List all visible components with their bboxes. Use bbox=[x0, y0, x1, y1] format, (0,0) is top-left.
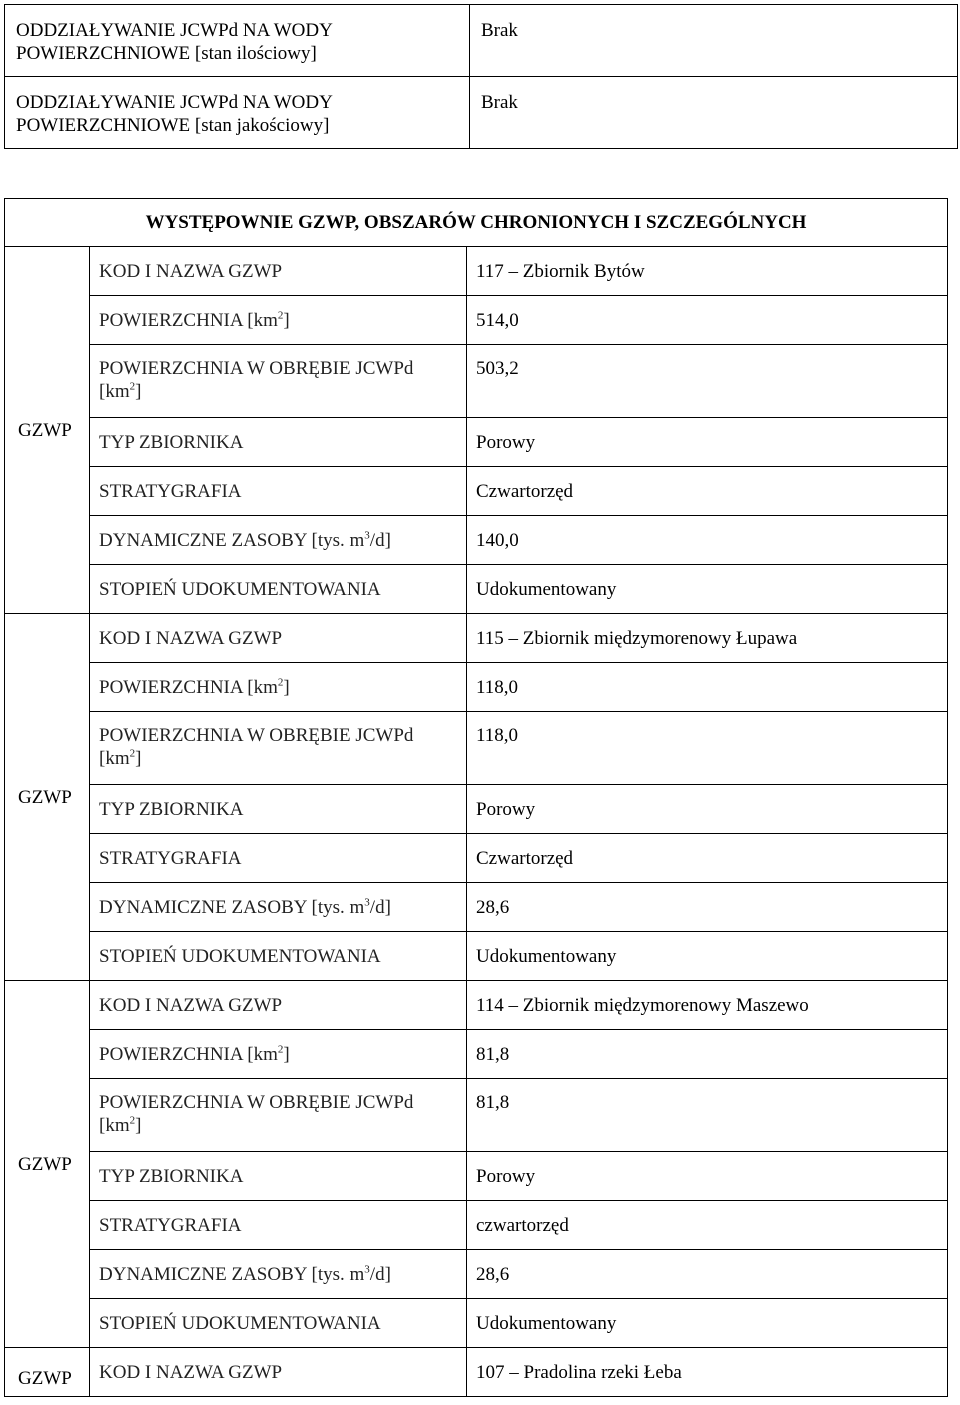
stopien-label: STOPIEŃ UDOKUMENTOWANIA bbox=[90, 1299, 467, 1348]
pow-w-label: POWIERZCHNIA W OBRĘBIE JCWPd $[km^2]$ bbox=[90, 345, 467, 418]
strat-value: Czwartorzęd bbox=[467, 834, 948, 883]
typ-value: Porowy bbox=[467, 785, 948, 834]
impact-row bbox=[5, 77, 958, 149]
kod-label: KOD I NAZWA GZWP bbox=[90, 614, 467, 663]
pow-label: POWIERZCHNIA $[km^2]$ bbox=[90, 1030, 467, 1079]
kod-value: 115 – Zbiornik międzymorenowy Łupawa bbox=[467, 614, 948, 663]
pow-value: 514,0 bbox=[467, 296, 948, 345]
typ-label: TYP ZBIORNIKA bbox=[90, 1152, 467, 1201]
kod-label: KOD I NAZWA GZWP bbox=[90, 981, 467, 1030]
impact-table bbox=[4, 4, 958, 149]
kod-label: KOD I NAZWA GZWP bbox=[90, 1348, 467, 1397]
dyn-label: DYNAMICZNE ZASOBY [tys. $m^3/d$] bbox=[90, 1250, 467, 1299]
stopien-label: STOPIEŃ UDOKUMENTOWANIA bbox=[90, 932, 467, 981]
pow-value: 118,0 bbox=[467, 663, 948, 712]
strat-label: STRATYGRAFIA bbox=[90, 1201, 467, 1250]
impact-row bbox=[5, 5, 958, 77]
strat-label: STRATYGRAFIA bbox=[90, 467, 467, 516]
pow-label: POWIERZCHNIA $[km^2]$ bbox=[90, 296, 467, 345]
pow-label: POWIERZCHNIA $[km^2]$ bbox=[90, 663, 467, 712]
impact-value: Brak bbox=[470, 77, 958, 149]
kod-label: KOD I NAZWA GZWP bbox=[90, 247, 467, 296]
dyn-label: DYNAMICZNE ZASOBY [tys. $m^3/d$] bbox=[90, 516, 467, 565]
stopien-label: STOPIEŃ UDOKUMENTOWANIA bbox=[90, 565, 467, 614]
pow-w-value: 81,8 bbox=[467, 1079, 948, 1152]
strat-value: Czwartorzęd bbox=[467, 467, 948, 516]
dyn-value: 140,0 bbox=[467, 516, 948, 565]
kod-value: 114 – Zbiornik międzymorenowy Maszewo bbox=[467, 981, 948, 1030]
gzwp-group-label: GZWP bbox=[5, 247, 90, 614]
section-title: WYSTĘPOWNIE GZWP, OBSZARÓW CHRONIONYCH I SZCZEGÓLNYCH bbox=[5, 199, 948, 247]
pow-value: 81,8 bbox=[467, 1030, 948, 1079]
stopien-value: Udokumentowany bbox=[467, 932, 948, 981]
impact-label: ODDZIAŁYWANIE JCWPd NA WODY POWIERZCHNIOWE [stan jakościowy] bbox=[5, 77, 470, 149]
strat-label: STRATYGRAFIA bbox=[90, 834, 467, 883]
dyn-value: 28,6 bbox=[467, 883, 948, 932]
typ-value: Porowy bbox=[467, 1152, 948, 1201]
pow-w-label: POWIERZCHNIA W OBRĘBIE JCWPd $[km^2]$ bbox=[90, 1079, 467, 1152]
dyn-label: DYNAMICZNE ZASOBY [tys. $m^3/d$] bbox=[90, 883, 467, 932]
gzwp-group-label: GZWP bbox=[5, 981, 90, 1348]
impact-value: Brak bbox=[470, 5, 958, 77]
pow-w-label: POWIERZCHNIA W OBRĘBIE JCWPd $[km^2]$ bbox=[90, 712, 467, 785]
typ-label: TYP ZBIORNIKA bbox=[90, 418, 467, 467]
gzwp-table bbox=[4, 198, 948, 1397]
gzwp-group-label: GZWP bbox=[5, 1348, 90, 1397]
impact-label: ODDZIAŁYWANIE JCWPd NA WODY POWIERZCHNIOWE [stan ilościowy] bbox=[5, 5, 470, 77]
stopien-value: Udokumentowany bbox=[467, 565, 948, 614]
dyn-value: 28,6 bbox=[467, 1250, 948, 1299]
typ-value: Porowy bbox=[467, 418, 948, 467]
kod-value: 117 – Zbiornik Bytów bbox=[467, 247, 948, 296]
typ-label: TYP ZBIORNIKA bbox=[90, 785, 467, 834]
gzwp-group-label: GZWP bbox=[5, 614, 90, 981]
pow-w-value: 503,2 bbox=[467, 345, 948, 418]
pow-w-value: 118,0 bbox=[467, 712, 948, 785]
kod-value: 107 – Pradolina rzeki Łeba bbox=[467, 1348, 948, 1397]
stopien-value: Udokumentowany bbox=[467, 1299, 948, 1348]
strat-value: czwartorzęd bbox=[467, 1201, 948, 1250]
